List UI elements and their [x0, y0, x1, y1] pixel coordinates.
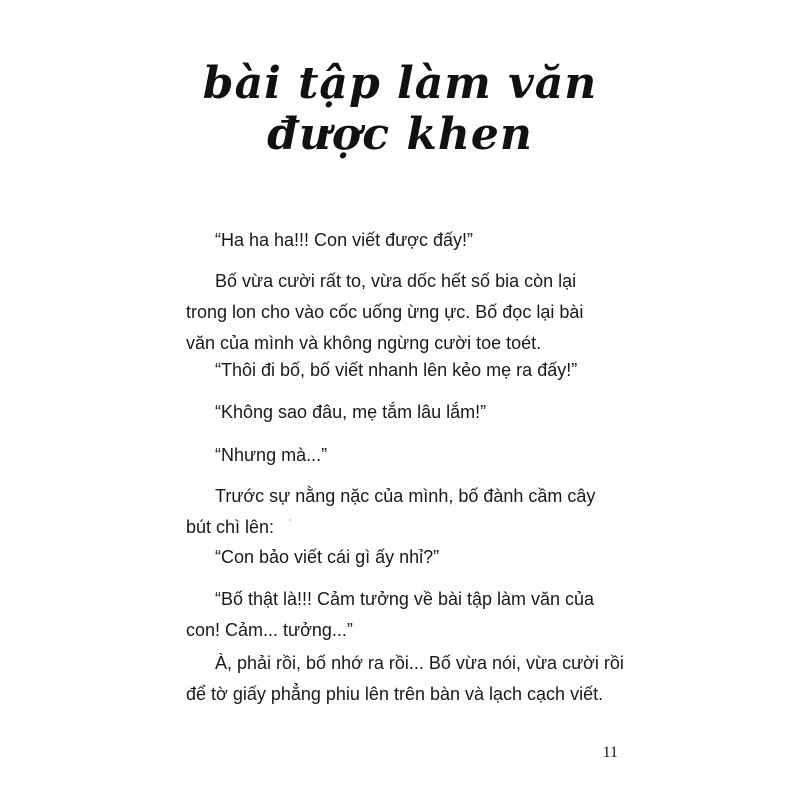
paragraph-5 — [186, 440, 616, 471]
paragraph-7 — [186, 542, 616, 573]
paragraph-line: “Nhưng mà...” — [215, 445, 328, 465]
paragraph-line: “Con bảo viết cái gì ấy nhỉ?” — [215, 547, 440, 567]
paragraph-line: À, phải rồi, bố nhớ ra rồi... Bố vừa nói, vừa cười rồi — [215, 653, 624, 673]
paragraph-line: Trước sự nằng nặc của mình, bố đành cầm cây — [215, 486, 596, 506]
paragraph-9 — [186, 648, 624, 710]
paragraph-line: văn của mình và không ngừng cười toe toét. — [186, 333, 542, 353]
paragraph-8 — [186, 584, 616, 646]
paragraph-4 — [186, 397, 616, 428]
paragraph-line: con! Cảm... tưởng...” — [186, 620, 353, 640]
paragraph-3 — [186, 355, 616, 386]
paragraph-line: để tờ giấy phẳng phiu lên trên bàn và lạch cạch viết. — [186, 684, 604, 704]
chapter-title-line-1: bài tập làm văn — [202, 58, 598, 109]
paragraph-line: “Thôi đi bố, bố viết nhanh lên kẻo mẹ ra đấy!” — [215, 360, 578, 380]
paragraph-line: “Ha ha ha!!! Con viết được đấy!” — [215, 230, 473, 250]
paragraph-1 — [186, 225, 616, 256]
paragraph-2 — [186, 266, 616, 359]
page-number: 11 — [602, 744, 618, 761]
chapter-title-line-2: được khen — [267, 109, 533, 160]
paragraph-line: “Không sao đâu, mẹ tắm lâu lắm!” — [215, 402, 487, 422]
paper-speck — [289, 519, 291, 521]
paragraph-line: Bố vừa cười rất to, vừa dốc hết số bia còn lại — [215, 271, 577, 291]
paragraph-line: “Bố thật là!!! Cảm tưởng về bài tập làm văn của — [215, 589, 595, 609]
paragraph-line: bút chì lên: — [186, 517, 275, 537]
paragraph-6 — [186, 481, 616, 543]
paragraph-line: trong lon cho vào cốc uống ừng ực. Bố đọc lại bài — [186, 302, 584, 322]
